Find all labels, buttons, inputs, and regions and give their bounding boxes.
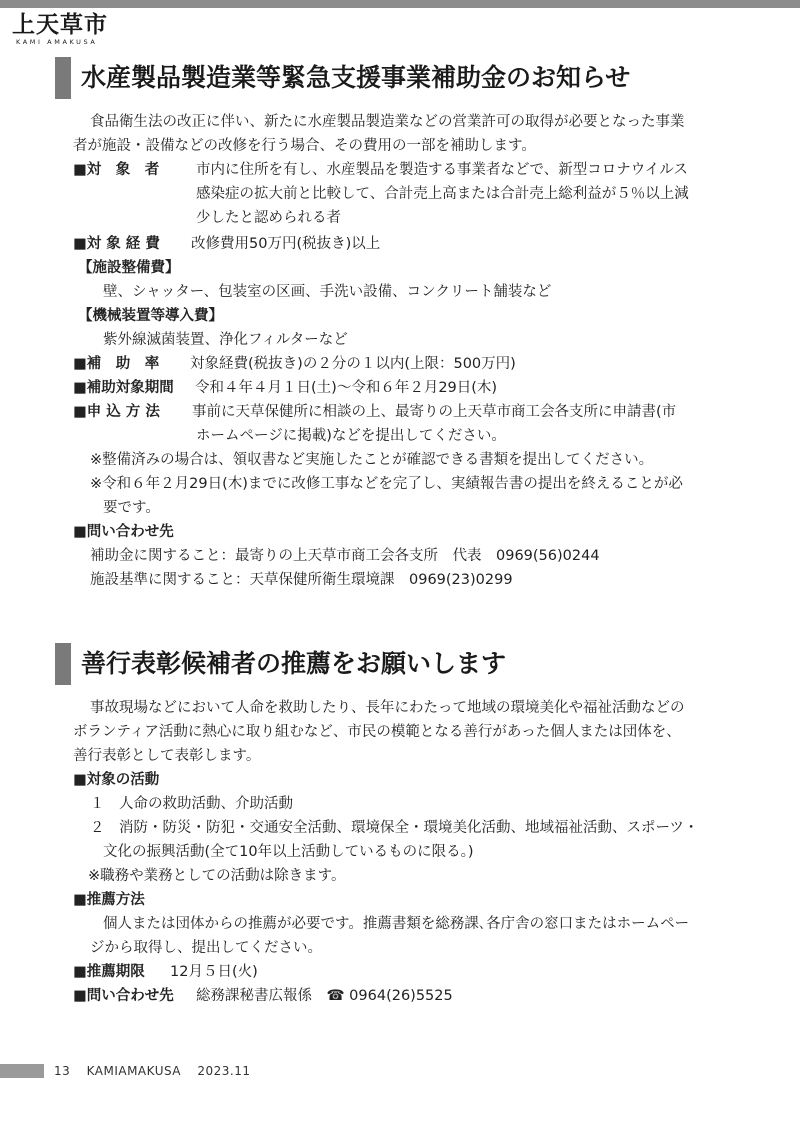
- top-bar: [0, 0, 800, 8]
- s1-note-2b: 要です。: [103, 500, 160, 516]
- s1-contact-2: 施設基準に関すること：天草保健所衛生環境課 0969(23)0299: [90, 572, 513, 588]
- s1-cost-value: 改修費用50万円(税抜き)以上: [191, 236, 381, 252]
- heading-bar: [55, 643, 71, 685]
- s1-facility-value: 壁、シャッター、包装室の区画、手洗い設備、コンクリート舗装など: [103, 284, 552, 300]
- heading-bar: [55, 57, 71, 99]
- s1-facility-label: 【施設整備費】: [78, 260, 180, 276]
- s2-method-1: 個人または団体からの推薦が必要です。推薦書類を総務課､各庁舎の窓口またはホームペー: [103, 916, 690, 932]
- section2-title: 善行表彰候補者の推薦をお願いします: [81, 649, 507, 678]
- s1-target-1: 市内に住所を有し、水産製品を製造する事業者などで、新型コロナウイルス: [196, 162, 688, 178]
- s2-contact-label: ■問い合わせ先: [73, 988, 174, 1004]
- s2-activity-label: ■対象の活動: [73, 772, 160, 788]
- s2-intro-3: 善行表彰として表彰します。: [73, 748, 261, 764]
- s1-note-1: ※整備済みの場合は、領収書など実施したことが確認できる書類を提出してください。: [90, 452, 654, 468]
- s1-rate-value: 対象経費(税抜き)の２分の１以内(上限：500万円): [190, 356, 516, 372]
- s2-method-2: ジから取得し、提出してください。: [90, 940, 322, 956]
- logo-main: 上天草市: [12, 11, 108, 38]
- s1-apply-2: ホームページに掲載)などを提出してください。: [196, 428, 506, 444]
- section1-heading: [55, 57, 745, 99]
- s2-intro-1: 事故現場などにおいて人命を救助したり、長年にわたって地域の環境美化や福祉活動などの: [90, 700, 685, 716]
- s1-contact-label: ■問い合わせ先: [73, 524, 174, 540]
- s1-intro-1: 食品衛生法の改正に伴い、新たに水産製品製造業などの営業許可の取得が必要となった事業: [90, 114, 685, 130]
- magazine-name: KAMIAMAKUSA: [86, 1064, 182, 1078]
- s1-contact-1: 補助金に関すること：最寄りの上天草市商工会各支所 代表 0969(56)0244: [90, 548, 600, 564]
- s1-apply-1: 事前に天草保健所に相談の上、最寄りの上天草市商工会各支所に申請書(市: [192, 404, 677, 420]
- logo-sub: KAMI AMAKUSA: [16, 38, 98, 46]
- issue-date: 2023.11: [197, 1064, 251, 1078]
- s1-target-3: 少したと認められる者: [196, 210, 341, 226]
- s1-rate-label: ■補 助 率: [73, 356, 160, 372]
- section2-heading: [55, 643, 745, 685]
- logo: [12, 12, 122, 46]
- s1-note-2a: ※令和６年２月29日(木)までに改修工事などを完了し、実績報告書の提出を終えることが必: [90, 476, 683, 492]
- s1-target-2: 感染症の拡大前と比較して、合計売上高または合計売上総利益が５％以上減: [196, 186, 689, 202]
- page-number: 13: [54, 1064, 71, 1078]
- s1-target-label: ■対 象 者: [73, 162, 160, 178]
- s1-period-value: 令和４年４月１日(土)～令和６年２月29日(木): [195, 380, 498, 396]
- s2-activity-2b: 文化の振興活動(全て10年以上活動しているものに限る。): [103, 844, 474, 860]
- s2-deadline-label: ■推薦期限: [73, 964, 145, 980]
- s2-method-label: ■推薦方法: [73, 892, 145, 908]
- s1-period-label: ■補助対象期間: [73, 380, 174, 396]
- s1-machine-value: 紫外線滅菌装置、浄化フィルターなど: [103, 332, 348, 348]
- s2-contact-value: 総務課秘書広報係 ☎ 0964(26)5525: [196, 988, 453, 1004]
- s2-activity-1: １ 人命の救助活動、介助活動: [90, 796, 293, 812]
- s2-intro-2: ボランティア活動に熱心に取り組むなど、市民の模範となる善行があった個人または団体を、: [73, 724, 681, 740]
- section1-title: 水産製品製造業等緊急支援事業補助金のお知らせ: [81, 63, 631, 92]
- s1-machine-label: 【機械装置等導入費】: [78, 308, 223, 324]
- s1-cost-label: ■対 象 経 費: [73, 236, 160, 252]
- footer-bar: [0, 1064, 44, 1078]
- s2-activity-2a: ２ 消防・防災・防犯・交通安全活動、環境保全・環境美化活動、地域福祉活動、スポーツ・: [90, 820, 699, 836]
- s1-apply-label: ■申 込 方 法: [73, 404, 160, 420]
- s2-deadline-value: 12月５日(火): [170, 964, 258, 980]
- footer: [54, 1062, 262, 1080]
- s1-intro-2: 者が施設・設備などの改修を行う場合、その費用の一部を補助します。: [73, 138, 536, 154]
- s2-activity-note: ※職務や業務としての活動は除きます。: [88, 868, 346, 884]
